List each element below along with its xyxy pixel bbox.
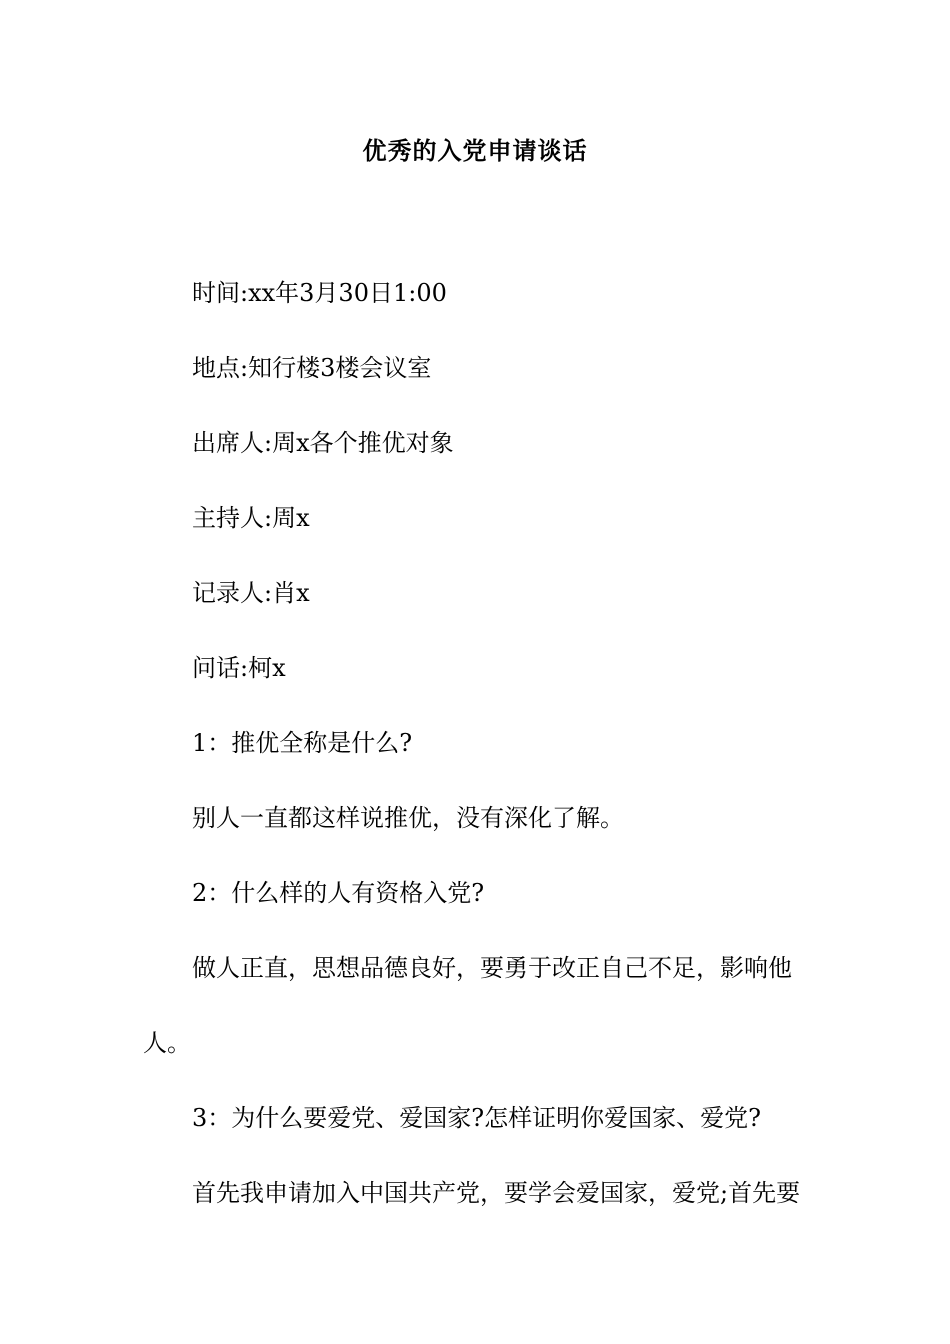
question-2: 2：什么样的人有资格入党? <box>192 879 485 907</box>
question-1: 1：推优全称是什么? <box>192 729 413 757</box>
meeting-host: 主持人:周x <box>192 504 310 532</box>
meeting-time: 时间:xx年3月30日1:00 <box>192 279 447 307</box>
meeting-location: 地点:知行楼3楼会议室 <box>192 354 432 382</box>
answer-1: 别人一直都这样说推优，没有深化了解。 <box>192 804 624 832</box>
document-title: 优秀的入党申请谈话 <box>362 136 588 165</box>
meeting-interviewer: 问话:柯x <box>192 654 286 682</box>
answer-2: 做人正直，思想品德良好，要勇于改正自己不足，影响他人。 <box>143 954 792 1057</box>
question-3: 3：为什么要爱党、爱国家?怎样证明你爱国家、爱党? <box>192 1104 762 1132</box>
document-body <box>143 256 808 1231</box>
meeting-recorder: 记录人:肖x <box>192 579 310 607</box>
answer-3: 首先我申请加入中国共产党，要学会爱国家，爱党;首先要 <box>192 1179 801 1207</box>
meeting-attendees: 出席人:周x各个推优对象 <box>192 429 454 457</box>
